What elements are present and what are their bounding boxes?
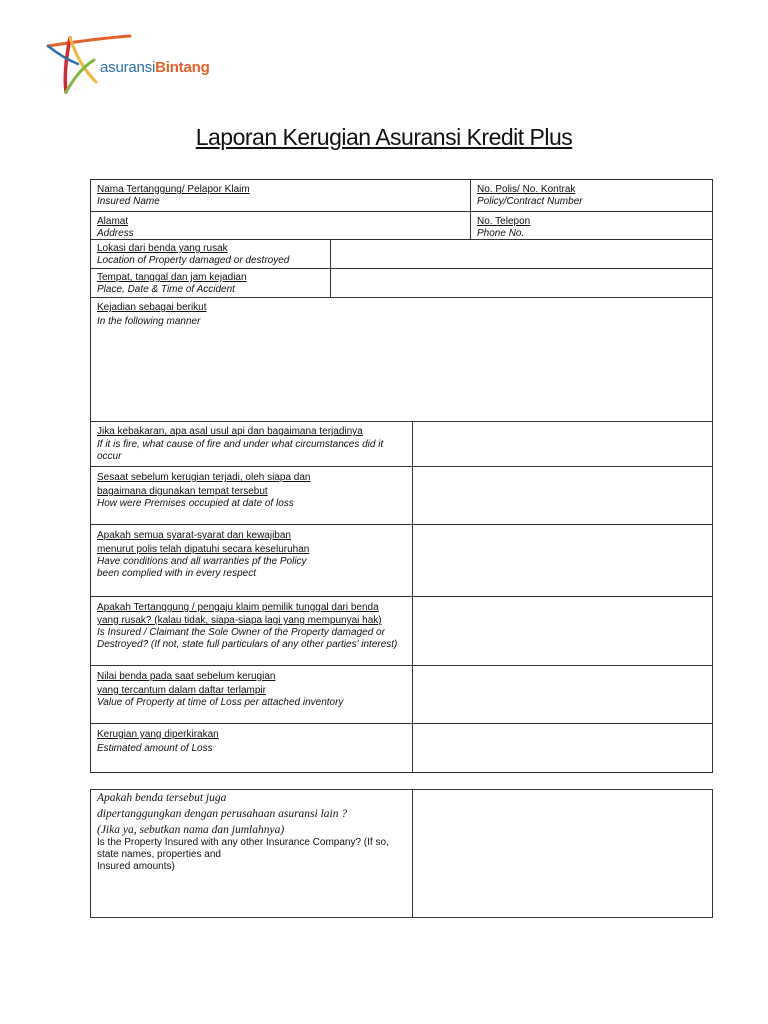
page-title: Laporan Kerugian Asuransi Kredit Plus — [195, 124, 573, 150]
insured-name-label-en: Insured Name — [97, 196, 160, 207]
value-field[interactable] — [413, 666, 712, 723]
place-date-field[interactable] — [331, 269, 711, 297]
conditions-field[interactable] — [413, 525, 712, 596]
incident-label-id: Kejadian sebagai berikut — [97, 302, 207, 313]
location-label-en: Location of Property damaged or destroyed — [97, 255, 290, 266]
owner-label-en-1: Is Insured / Claimant the Sole Owner of the Property damaged or — [97, 627, 385, 638]
claim-form-table — [90, 179, 713, 773]
incident-label-en: In the following manner — [97, 316, 201, 327]
location-field[interactable] — [331, 240, 711, 268]
owner-label-en-2: Destroyed? (If not, state full particulars of any other parties' interest) — [97, 639, 398, 650]
row-divider — [91, 211, 712, 212]
other-insurance-label-en-2: state names, properties and — [97, 849, 221, 860]
place-date-label-en: Place, Date & Time of Accident — [97, 284, 235, 295]
premises-label — [91, 470, 412, 512]
premises-label-en: How were Premises occupied at date of loss — [97, 498, 294, 509]
address-label-en: Address — [97, 228, 134, 239]
policy-number-label-en: Policy/Contract Number — [477, 196, 583, 207]
conditions-label-en-1: Have conditions and all warranties pf the Policy — [97, 556, 307, 567]
estimate-label-en: Estimated amount of Loss — [97, 743, 213, 754]
premises-field[interactable] — [413, 467, 712, 524]
estimate-label-id: Kerugian yang diperkirakan — [97, 729, 219, 740]
value-label-id-1: Nilai benda pada saat sebelum kerugian — [97, 671, 276, 682]
logo-text-asuransi: asuransi — [100, 59, 156, 76]
address-label-id: Alamat — [97, 216, 129, 227]
value-label — [91, 669, 412, 711]
estimate-label — [91, 727, 412, 757]
fire-cause-label-en-2: occur — [97, 451, 122, 462]
other-insurance-label — [91, 790, 412, 875]
phone-label-en: Phone No. — [477, 228, 525, 239]
logo-wordmark — [100, 59, 210, 76]
other-insurance-label-id-2: dipertanggungkan dengan perusahaan asuransi lain ? — [97, 808, 348, 820]
estimate-field[interactable] — [413, 724, 712, 772]
logo-text-bintang: Bintang — [155, 59, 210, 76]
fire-cause-label-id: Jika kebakaran, apa asal usul api dan bagaimana terjadinya — [97, 426, 363, 437]
place-date-label-id: Tempat, tanggal dan jam kejadian — [97, 272, 247, 283]
fire-cause-field[interactable] — [413, 422, 712, 466]
other-insurance-label-en-1: Is the Property Insured with any other Insurance Company? (If so, — [97, 837, 389, 848]
policy-number-label — [471, 182, 711, 210]
insured-name-label-id: Nama Tertanggung/ Pelapor Klaim — [97, 184, 250, 195]
address-label — [91, 214, 470, 242]
conditions-label-id-1: Apakah semua syarat-syarat dan kewajiban — [97, 530, 291, 541]
value-label-en: Value of Property at time of Loss per attached inventory — [97, 697, 344, 708]
value-label-id-2: yang tercantum dalam daftar terlampir — [97, 685, 266, 696]
other-insurance-label-id-1: Apakah benda tersebut juga — [97, 792, 227, 804]
fire-cause-label-en-1: If it is fire, what cause of fire and under what circumstances did it — [97, 439, 384, 450]
incident-field[interactable] — [91, 325, 712, 421]
conditions-label-en-2: been complied with in every respect — [97, 568, 256, 579]
insured-name-label — [91, 182, 470, 210]
location-label — [91, 241, 330, 269]
phone-label — [471, 214, 711, 242]
policy-number-label-id: No. Polis/ No. Kontrak — [477, 184, 576, 195]
conditions-label-id-2: menurut polis telah dipatuhi secara keseluruhan — [97, 544, 310, 555]
owner-label-id-1: Apakah Tertanggung / pengaju klaim pemilik tunggal dari benda — [97, 602, 379, 613]
company-logo — [44, 30, 224, 100]
owner-label-id-2: yang rusak? (kalau tidak, siapa-siapa lagi yang mempunyai hak) — [97, 615, 382, 626]
premises-label-id-2: bagaimana digunakan tempat tersebut — [97, 486, 268, 497]
fire-cause-label — [91, 424, 412, 465]
owner-field[interactable] — [413, 597, 712, 665]
phone-label-id: No. Telepon — [477, 216, 531, 227]
location-label-id: Lokasi dari benda yang rusak — [97, 243, 228, 254]
place-date-label — [91, 270, 330, 298]
owner-label — [91, 600, 412, 653]
conditions-label — [91, 528, 412, 582]
other-insurance-label-en-3: Insured amounts) — [97, 861, 175, 872]
other-insurance-table — [90, 789, 713, 918]
premises-label-id-1: Sesaat sebelum kerugian terjadi, oleh siapa dan — [97, 472, 311, 483]
other-insurance-field[interactable] — [413, 790, 712, 917]
other-insurance-label-id-3: (Jika ya, sebutkan nama dan jumlahnya) — [97, 824, 285, 836]
